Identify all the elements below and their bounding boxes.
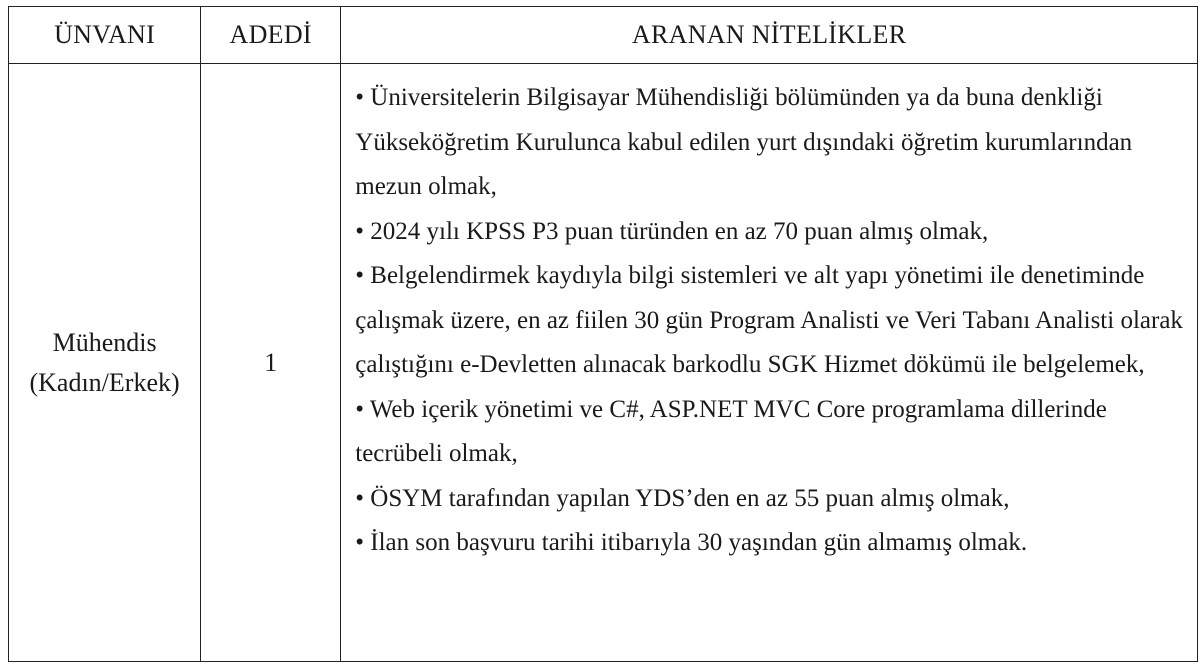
requirement-item: • ÖSYM tarafından yapılan YDS’den en az 55 puan almış olmak, [355, 484, 1010, 512]
requirement-item: • Web içerik yönetimi ve C#, ASP.NET MVC Core programlama dillerinde tecrübeli olmak, [355, 395, 1107, 467]
header-requirements: ARANAN NİTELİKLER [341, 7, 1198, 64]
requirements-list [341, 64, 1197, 566]
position-count: 1 [201, 64, 341, 662]
position-title-cell [9, 64, 201, 662]
header-count: ADEDİ [201, 7, 341, 64]
header-row [9, 7, 1198, 64]
position-title: Mühendis [52, 327, 157, 357]
table-header [9, 7, 1198, 64]
job-requirements-table [8, 6, 1198, 662]
header-title: ÜNVANI [9, 7, 201, 64]
table-body [9, 64, 1198, 662]
requirement-item: • Belgelendirmek kaydıyla bilgi sistemleri ve alt yapı yönetimi ile denetiminde çalışmak üzere, en az fiilen 30 gün Program Analisti ve Veri Tabanı Analisti olarak çalıştığını e-Devletten alınacak barkodlu SGK Hizmet dökümü ile belgelemek, [355, 262, 1183, 378]
requirements-cell [341, 64, 1198, 662]
requirement-item: • 2024 yılı KPSS P3 puan türünden en az 70 puan almış olmak, [355, 217, 989, 245]
requirement-item: • Üniversitelerin Bilgisayar Mühendisliği bölümünden ya da buna denkliği Yükseköğretim Kurulunca kabul edilen yurt dışındaki öğretim kurumlarından mezun olmak, [355, 84, 1133, 200]
position-gender: (Kadın/Erkek) [29, 367, 180, 397]
table-row [9, 64, 1198, 662]
requirement-item: • İlan son başvuru tarihi itibarıyla 30 yaşından gün almamış olmak. [355, 529, 1028, 556]
